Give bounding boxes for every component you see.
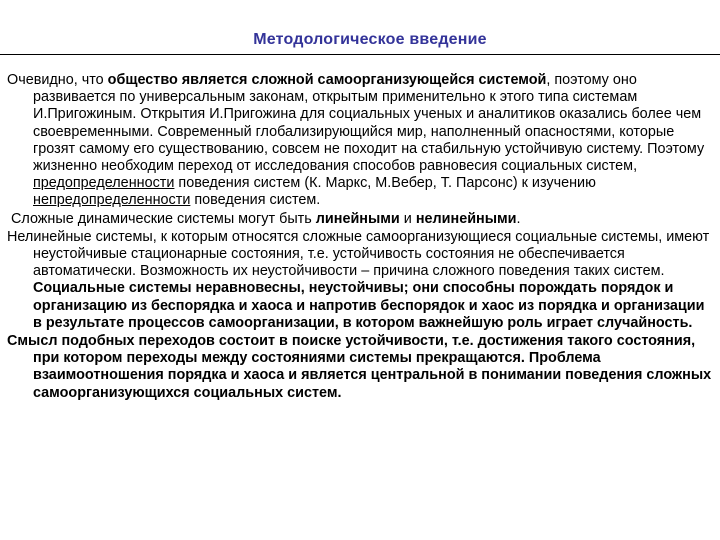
paragraph-dynamic-systems [7,211,713,228]
paragraph-society-system [7,72,713,210]
slide-body [7,72,713,403]
text-run: . [516,210,521,227]
text-run: Очевидно, что [7,72,108,88]
slide-title: Методологическое введение [253,31,487,48]
title-divider [0,54,720,55]
text-run-bold: Смысл подобных переходов состоит в поиске устойчивости, т.е. достижения такого состояния, при котором переходы между состояниями системы прекращаются. Проблема взаимоотношения порядка и хаоса и является центральной в понимании поведения сложных самоорганизующихся социальных систем. [7,333,712,401]
text-run: поведения систем (К. Маркс, М.Вебер, Т. Парсонс) к изучению [174,175,596,192]
text-run-underline: непредопределенности [33,192,191,209]
text-run: Сложные динамические системы могут быть [11,210,316,227]
text-run: , поэтому оно развивается по универсальным законам, открытым применительно к этого типа системам И.Пригожиным. Открытия И.Пригожина для социальных ученых и аналитиков оказались более чем своевременными. Современный глобализирующийся мир, наполненный опасностями, которые грозят самому его существованию, совсем не походит на стабильную устойчивую систему. Поэтому жизненно необходим переход от исследования способов равновесия социальных систем, [33,72,705,175]
paragraph-nonlinear-systems [7,229,713,332]
text-run-bold: общество является сложной самоорганизующейся системой [107,72,547,88]
text-run: и [403,210,416,227]
text-run: поведения систем. [190,192,321,209]
text-run-bold: нелинейными [415,210,517,227]
text-run-bold: Социальные системы неравновесны, неустойчивы; они способны порождать порядок и организацию из беспорядка и хаоса и напротив беспорядок и хаос из порядка и организации в результате процессов самоорганизации, в котором важнейшую роль играет случайность. [33,280,705,331]
paragraph-transitions [7,333,713,402]
text-run-bold: линейными [315,210,404,227]
text-run-underline: предопределенности [33,175,175,192]
text-run: Нелинейные системы, к которым относятся сложные самоорганизующиеся социальные системы, имеют неустойчивые стационарные состояния, т.е. устойчивость состояния не обеспечивается автоматически. Возможность их неустойчивости – причина сложного поведения таких систем. [7,228,710,280]
